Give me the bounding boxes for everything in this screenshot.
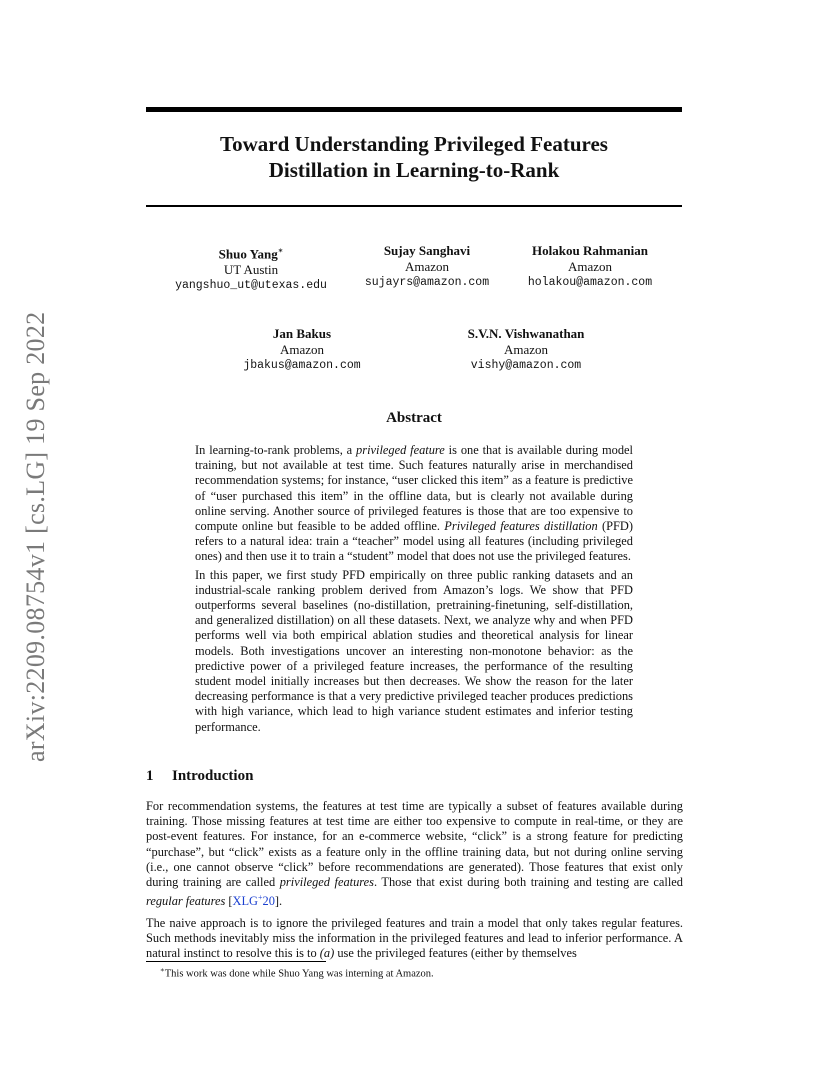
abstract-body (195, 443, 633, 738)
body-paragraph: The naive approach is to ignore the privileged features and train a model that only takes regular features. Such methods inevitably miss the information in the privileged features and lead to inferior performance. A natural instinct to resolve this is to (a) use the privileged features (either by themselves (146, 915, 683, 960)
abstract-paragraph: In learning-to-rank problems, a privileged feature is one that is available during model training, but not available at test time. Such features naturally arise in merchandised recommendation systems; for instance, “user clicked this item” as a feature is predictive of “user purchased this item” in the offline data, but is clearly not available during online serving. Another source of privileged features is those that are too expensive to compute online but feasible to be added offline. Privileged features distillation (PFD) refers to a natural idea: train a “teacher” model using all features (including privileged ones) and then use it to train a “student” model that does not use the privileged features. (195, 443, 633, 564)
author-block (514, 243, 666, 291)
footnote (160, 964, 434, 981)
author-name: Jan Bakus (272, 326, 332, 341)
author-email[interactable]: holakou@amazon.com (527, 276, 653, 289)
title-line-2: Distillation in Learning-to-Rank (268, 158, 560, 182)
author-footnote-mark: ∗ (277, 246, 284, 255)
author-email[interactable]: sujayrs@amazon.com (364, 276, 490, 289)
title-top-rule (146, 107, 682, 112)
footnote-text: This work was done while Shuo Yang was interning at Amazon. (164, 968, 434, 980)
author-block (228, 326, 376, 374)
emphasis: privileged feature (356, 443, 445, 457)
author-affiliation: Amazon (404, 259, 450, 274)
abstract-paragraph: In this paper, we first study PFD empirically on three public ranking datasets and an industrial-scale ranking problem derived from Amazon’s logs. We show that PFD outperforms several baselines (no-distillation, pretraining-finetuning, self-distillation, and generalized distillation) on all these datasets. Next, we analyze why and when PFD performs well via both empirical ablation studies and theoretical analysis for linear models. Both investigations uncover an interesting non-monotone behavior: as the predictive power of a privileged feature increases, the performance of the resulting student model initially increases but then decreases. We show the reason for the later decreasing performance is that a very predictive privileged teacher produces predictions with high variance, which lead to high variance student estimates and inferior testing performance. (195, 567, 633, 734)
footnote-rule (146, 961, 326, 962)
section-title: Introduction (172, 768, 254, 784)
author-name: Shuo Yang (218, 246, 278, 262)
author-affiliation: Amazon (503, 342, 549, 357)
author-email[interactable]: jbakus@amazon.com (243, 359, 361, 372)
author-email[interactable]: vishy@amazon.com (470, 359, 582, 372)
section-heading (146, 767, 253, 785)
footnote-mark: ∗ (160, 966, 165, 974)
title-bottom-rule (146, 205, 682, 207)
author-affiliation: UT Austin (223, 262, 279, 278)
author-block (349, 243, 505, 291)
citation-link[interactable]: XLG+20 (232, 893, 275, 909)
author-email[interactable]: yangshuo_ut@utexas.edu (175, 279, 327, 293)
emphasis: Privileged features distillation (444, 519, 598, 534)
paper-title (146, 131, 682, 183)
title-line-1: Toward Understanding Privileged Features (220, 132, 608, 156)
section-number: 1 (146, 768, 154, 784)
author-block (171, 243, 331, 294)
emphasis: privileged features (279, 875, 374, 890)
emphasis: regular features (146, 894, 226, 909)
abstract-heading: Abstract (386, 410, 442, 426)
author-name: S.V.N. Vishwanathan (467, 326, 585, 341)
author-affiliation: Amazon (567, 259, 613, 274)
body-paragraph: For recommendation systems, the features at test time are typically a subset of features available during training. Those missing features at test time are either too expensive to compute in real-time, or they are post-event features. For instance, for an e-commerce website, “click” is a strong feature for predicting “purchase”, but “click” exists as a feature only in the offline training data, but not during online serving (i.e., one cannot observe “click” before recommendations are generated). Those features that exist only during training are called privileged features. Those that exist during both training and testing are called regular features [XLG+20]. (146, 799, 683, 909)
author-block (448, 326, 604, 374)
author-name: Sujay Sanghavi (383, 243, 471, 258)
author-affiliation: Amazon (279, 342, 325, 357)
emphasis: (a) (319, 945, 335, 960)
introduction-body (146, 799, 683, 967)
arxiv-identifier: arXiv:2209.08754v1 [cs.LG] 19 Sep 2022 (21, 311, 50, 762)
author-name: Holakou Rahmanian (532, 243, 648, 258)
